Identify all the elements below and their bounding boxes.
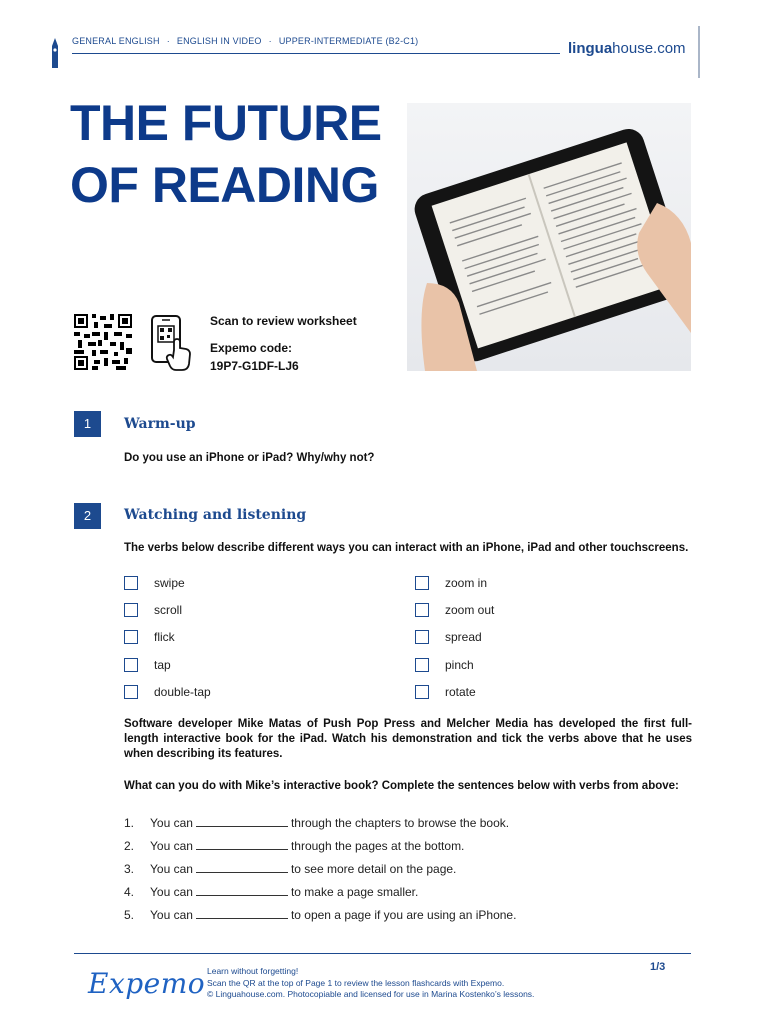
checkbox[interactable] — [415, 576, 429, 590]
checkbox[interactable] — [415, 685, 429, 699]
checkbox[interactable] — [415, 603, 429, 617]
header-divider — [698, 26, 700, 78]
scan-info — [210, 312, 357, 384]
sentence-number: 1. — [124, 816, 135, 830]
sentence-end: to make a page smaller. — [290, 885, 419, 899]
sentence-start: You can — [150, 816, 193, 830]
warmup-question: Do you use an iPhone or iPad? Why/why not? — [124, 452, 375, 464]
answer-blank[interactable] — [196, 840, 288, 850]
checkbox[interactable] — [124, 603, 138, 617]
tablet-photo — [407, 103, 691, 371]
verb-label: tap — [154, 658, 171, 672]
sentence-number: 4. — [124, 885, 135, 899]
section-title: Watching and listening — [124, 507, 307, 523]
footer-line: Scan the QR at the top of Page 1 to review the lesson flashcards with Expemo. — [207, 977, 505, 988]
verb-label: pinch — [445, 658, 474, 672]
checkbox[interactable] — [124, 685, 138, 699]
footer-text — [207, 966, 534, 1001]
breadcrumb-item: GENERAL ENGLISH — [72, 36, 160, 46]
breadcrumb: GENERAL ENGLISH · ENGLISH IN VIDEO · UPPER-INTERMEDIATE (B2-C1) — [72, 36, 419, 46]
sentence-end: to open a page if you are using an iPhone. — [290, 908, 517, 922]
title-line: OF READING — [70, 157, 379, 213]
sentence-start: You can — [150, 862, 193, 876]
sentence-start: You can — [150, 839, 193, 853]
section-number: 2 — [74, 503, 101, 529]
verb-label: spread — [445, 630, 482, 644]
sentence-end: to see more detail on the page. — [290, 862, 457, 876]
checkbox[interactable] — [415, 630, 429, 644]
big-ben-icon — [48, 38, 62, 68]
brand-bold: lingua — [568, 40, 613, 57]
qr-code-icon[interactable] — [74, 314, 132, 370]
phone-scan-icon — [150, 314, 192, 372]
brand-rest: house.com — [612, 40, 686, 57]
verb-label: flick — [154, 630, 175, 644]
verb-label: zoom in — [445, 576, 488, 590]
scan-review-label: Scan to review worksheet — [210, 314, 357, 328]
tablet-illustration — [407, 103, 691, 371]
footer-line: Learn without forgetting! — [207, 966, 299, 976]
verb-label: scroll — [154, 603, 183, 617]
verb-label: zoom out — [445, 603, 495, 617]
header — [48, 30, 700, 70]
footer-line: © Linguahouse.com. Photocopiable and licensed for use in Marina Kostenko’s lessons. — [207, 989, 535, 999]
sentence-number: 3. — [124, 862, 135, 876]
sentence-start: You can — [150, 885, 193, 899]
section-number: 1 — [74, 411, 101, 437]
breadcrumb-item: UPPER-INTERMEDIATE (B2-C1) — [278, 36, 419, 46]
instructions-paragraph: Software developer Mike Matas of Push Pop Press and Melcher Media has developed the first full-length interactive book for the iPad. Watch his demonstration and tick the verbs above that he uses when describing its features. — [124, 718, 692, 760]
page-title — [70, 92, 382, 216]
brand-link[interactable] — [568, 40, 686, 57]
verbs-intro: The verbs below describe different ways you can interact with an iPhone, iPad and other touchscreens. — [124, 542, 689, 554]
answer-blank[interactable] — [196, 817, 288, 827]
title-line: THE FUTURE — [70, 95, 382, 151]
answer-blank[interactable] — [196, 909, 288, 919]
sentence-end: through the chapters to browse the book. — [290, 816, 510, 830]
checkbox[interactable] — [124, 630, 138, 644]
expemo-logo[interactable]: Expemo — [88, 967, 206, 1000]
sentence-number: 5. — [124, 908, 135, 922]
sentence-end: through the pages at the bottom. — [290, 839, 465, 853]
header-rule — [72, 53, 560, 54]
answer-blank[interactable] — [196, 886, 288, 896]
checkbox[interactable] — [415, 658, 429, 672]
checkbox[interactable] — [124, 576, 138, 590]
verb-label: rotate — [445, 685, 476, 699]
expemo-code: 19P7-G1DF-LJ6 — [210, 359, 299, 373]
footer-rule — [74, 953, 691, 954]
expemo-code-label: Expemo code: — [210, 341, 293, 355]
section-title: Warm-up — [124, 416, 196, 432]
sentence-start: You can — [150, 908, 193, 922]
breadcrumb-item: ENGLISH IN VIDEO — [176, 36, 262, 46]
checkbox[interactable] — [124, 658, 138, 672]
verb-label: double-tap — [154, 685, 211, 699]
verb-label: swipe — [154, 576, 185, 590]
sentence-number: 2. — [124, 839, 135, 853]
answer-blank[interactable] — [196, 863, 288, 873]
page-number: 1/3 — [650, 961, 666, 973]
task-instruction: What can you do with Mike’s interactive book? Complete the sentences below with verbs from above: — [124, 780, 679, 792]
